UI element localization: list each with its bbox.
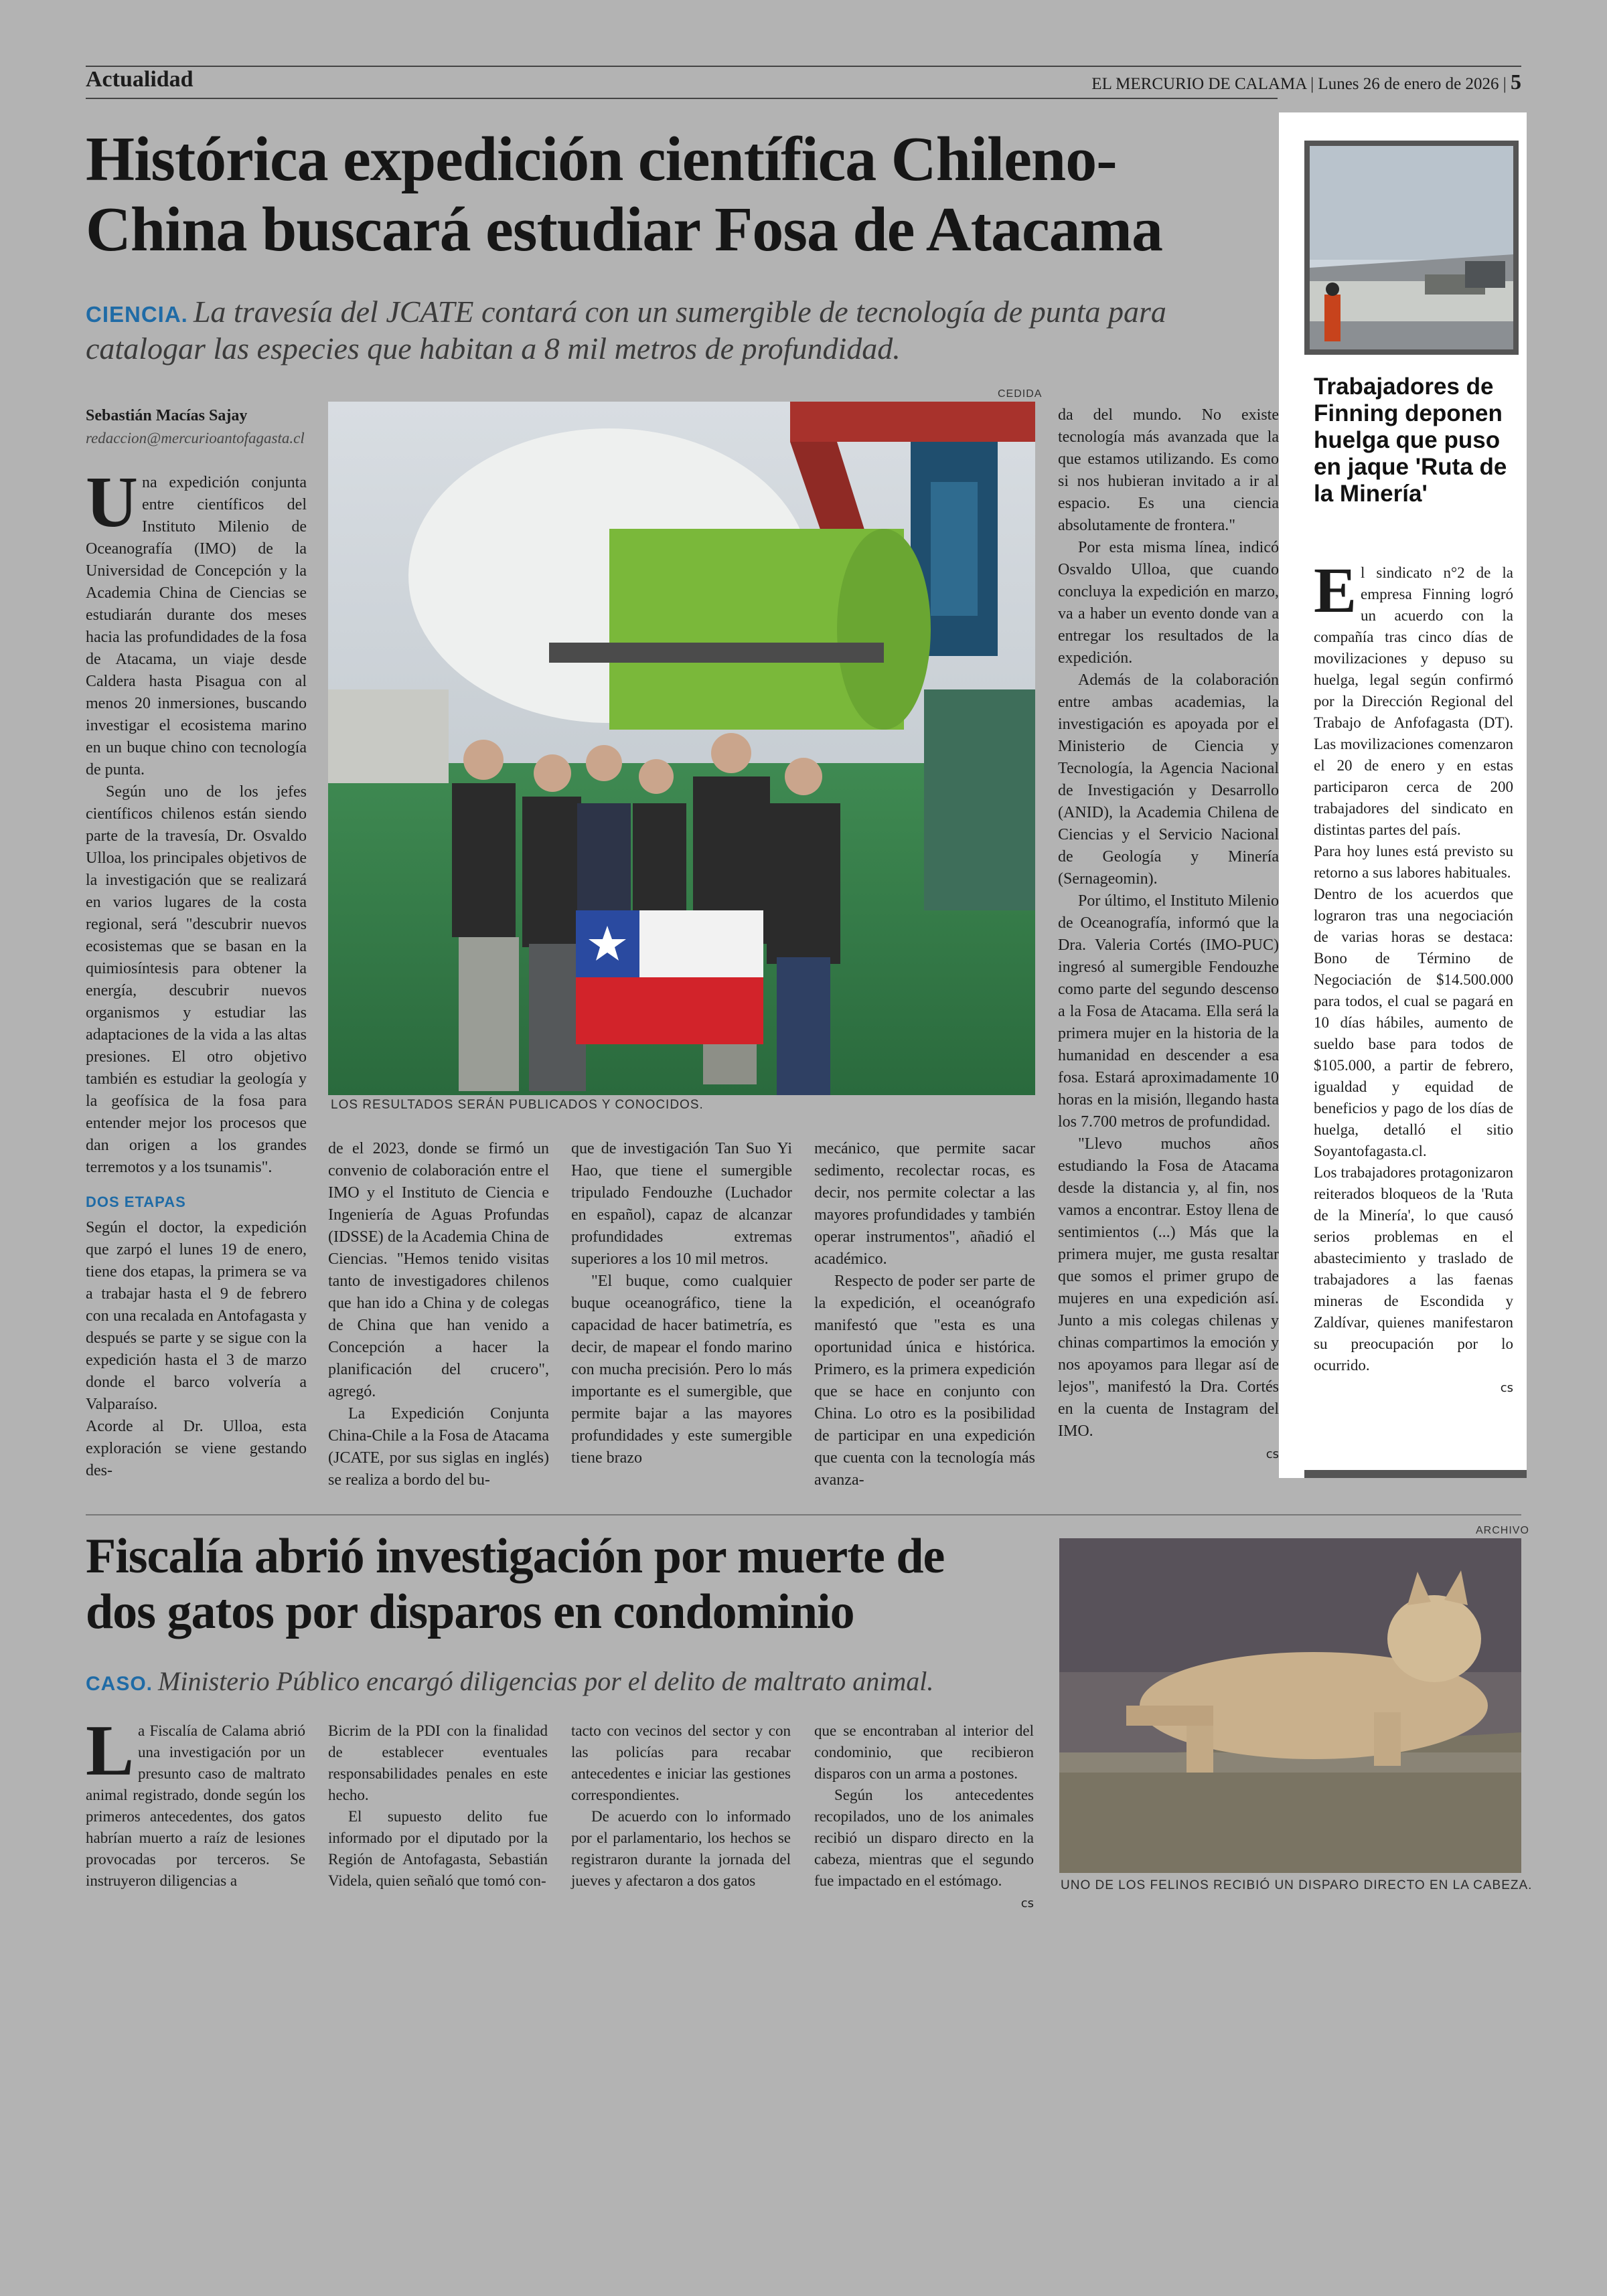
main-paragraph: "El buque, como cualquier buque oceanográfico, tiene la capacidad de hacer batimetría, es decir, de mapear el fondo marino con mucha precisión. Pero lo más importante es el sumergible, que permite bajar a las mayores profundidades y este sumergible tiene brazo	[571, 1273, 792, 1467]
second-paragraph: La Fiscalía de Calama abrió una investigación por un presunto caso de maltrato animal registrado, donde según los primeros antecedentes, dos gatos habrían muerto a raíz de lesiones provocadas por terceros. Se instruyeron diligencias a	[86, 1711, 305, 1889]
main-deck	[86, 293, 1264, 367]
sidebar-bottom-bar	[1304, 1470, 1527, 1478]
cat-photo-caption: UNO DE LOS FELINOS RECIBIÓ UN DISPARO DIRECTO EN LA CABEZA.	[1061, 1878, 1533, 1892]
mining-road-photo	[1304, 141, 1519, 355]
author-email: redaccion@mercurioantofagasta.cl	[86, 430, 305, 446]
header-separator: |	[1310, 75, 1318, 93]
second-paragraph: que se encontraban al interior del condominio, que recibieron disparos con un arma a postones.	[814, 1722, 1034, 1782]
sidebar-paragraph: Para hoy lunes está previsto su retorno a sus labores habituales.	[1314, 843, 1513, 881]
main-column-1	[86, 463, 307, 1482]
sidebar-dropcap: E	[1314, 554, 1357, 626]
second-paragraph: Según los antecedentes recopilados, uno de los animales recibió un disparo directo en la cabeza, mientras que el segundo fue impactado en el estómago.	[814, 1787, 1034, 1889]
second-column-3	[571, 1720, 791, 1892]
second-headline-line-1: Fiscalía abrió investigación por muerte de	[86, 1529, 945, 1584]
end-mark-icon: cs	[1500, 1381, 1513, 1395]
publication-name: EL MERCURIO DE CALAMA	[1091, 75, 1306, 93]
main-column-2	[328, 1138, 549, 1491]
second-kicker: CASO.	[86, 1673, 153, 1695]
second-paragraph: Bicrim de la PDI con la finalidad de establecer eventuales responsabilidades penales en este hecho.	[328, 1722, 548, 1803]
second-headline-line-2: dos gatos por disparos en condominio	[86, 1584, 854, 1639]
author-byline: Sebastián Macías Sajay	[86, 407, 248, 424]
second-column-1	[86, 1711, 305, 1892]
cat-photo-credit: ARCHIVO	[1476, 1525, 1529, 1536]
second-deck-text: Ministerio Público encargó diligencias por el delito de maltrato animal.	[158, 1666, 934, 1696]
main-paragraph: Por último, el Instituto Milenio de Oceanografía, informó que la Dra. Valeria Cortés (IMO-PUC) ingresó al sumergible Fendouzhe como parte del segundo descenso a la Fosa de Atacama. Ella será la primera mujer en la historia de la humanidad en descender a esa fosa. Estará aproximadamente 10 horas en la misión, llegando hasta los 7.700 metros de profundidad.	[1058, 892, 1279, 1131]
cat-photo	[1059, 1538, 1521, 1873]
main-headline	[86, 125, 1264, 266]
sidebar-paragraph: El sindicato n°2 de la empresa Finning logró un acuerdo con la compañía tras cinco días de movilizaciones y depuso su huelga, legal según confirmó por la Dirección Regional del Trabajo de Anfofagasta (DT). Las movilizaciones comenzaron el 20 de enero y en estas participaron cerca de 200 trabajadores del sindicato en distintas partes del país.	[1314, 554, 1513, 838]
expedition-group-photo	[328, 402, 1035, 1095]
main-headline-line-2: China buscará estudiar Fosa de Atacama	[86, 195, 1162, 265]
header-top-rule	[86, 66, 1521, 67]
main-paragraph: Por esta misma línea, indicó Osvaldo Ulloa, que cuando concluya la expedición en marzo, va a haber un evento donde van a entregar los resultados de la expedición.	[1058, 539, 1279, 667]
main-deck-text: La travesía del JCATE contará con un sumergible de tecnología de punta para catalogar las especies que habitan a 8 mil metros de profundidad.	[86, 295, 1166, 366]
sidebar-paragraph: Los trabajadores protagonizaron reiterados bloqueos de la 'Ruta de la Minería', lo que causó serios problemas en el abastecimiento y traslado de trabajadores a las faenas mineras de Escondida y Zaldívar, quienes manifestaron su preocupación por lo ocurrido.	[1314, 1164, 1513, 1374]
end-mark-icon: cs	[1266, 1447, 1279, 1461]
sidebar-box	[1279, 112, 1527, 1478]
sidebar-paragraph: Dentro de los acuerdos que lograron tras una negociación de varias horas se destaca: Bono de Término de Negociación de $14.500.000 para todos, el cual se pagará en 10 días hábiles, aumento de sueldo base para todos de $105.000, a partir de febrero, igualdad y equidad de beneficios y pago de los días de huelga, detalló el sitio Soyantofagasta.cl.	[1314, 886, 1513, 1159]
article-divider	[86, 1514, 1521, 1515]
second-headline	[86, 1529, 1063, 1640]
main-paragraph: Además de la colaboración entre ambas academias, la investigación es apoyada por el Ministerio de Ciencia y Tecnología, la Agencia Nacional de Investigación y Desarrollo (ANID), la Academia Chilena de Ciencias y el Servicio Nacional de Geología y Minería (Sernageomin).	[1058, 671, 1279, 888]
header-bottom-rule	[86, 98, 1278, 99]
second-dropcap: L	[86, 1711, 135, 1791]
main-subhead: DOS ETAPAS	[86, 1194, 186, 1210]
main-dropcap: U	[86, 463, 138, 542]
main-headline-line-1: Histórica expedición científica Chileno-	[86, 125, 1117, 194]
main-paragraph: da del mundo. No existe tecnología más avanzada que la que estamos utilizando. Es como si nos hubieran invitado a ir al espacio. Es una ciencia absolutamente de frontera."	[1058, 406, 1279, 534]
chilean-flag	[576, 910, 763, 1044]
end-mark-icon: cs	[1020, 1896, 1034, 1910]
second-column-2	[328, 1720, 548, 1892]
main-photo-credit: CEDIDA	[998, 388, 1043, 400]
main-paragraph: La Expedición Conjunta China-Chile a la Fosa de Atacama (JCATE, por sus siglas en inglés) se realiza a bordo del bu-	[328, 1405, 549, 1489]
main-column-3	[571, 1138, 792, 1469]
cat-on-wall-photo	[1059, 1538, 1521, 1873]
main-paragraph: Respecto de poder ser parte de la expedición, el oceanógrafo manifestó que "esta es una oportunidad única e histórica. Primero, es la primera expedición que se hace en conjunto con China. Lo otro es la posibilidad de participar en una expedición que cuenta con la tecnología más avanza-	[814, 1273, 1035, 1489]
publication-date: Lunes 26 de enero de 2026	[1318, 75, 1499, 93]
second-deck	[86, 1665, 1063, 1698]
main-paragraph: Acorde al Dr. Ulloa, esta exploración se viene gestando des-	[86, 1418, 307, 1479]
main-paragraph: Según uno de los jefes científicos chilenos están siendo parte de la travesía, Dr. Osvaldo Ulloa, los principales objetivos de la investigación que se realizará en varios lugares de la costa regional, será "descubrir nuevos ecosistemas que se basan en la quimiosíntesis para obtener la energía, descubrir nuevos organismos y estudiar las adaptaciones de la vida a las altas presiones. El otro objetivo también es estudiar la geología y la geofísica de la fosa para entender mejor los procesos que dan origen a los grandes terremotos y a los tsunamis".	[86, 783, 307, 1176]
main-photo-caption: LOS RESULTADOS SERÁN PUBLICADOS Y CONOCIDOS.	[331, 1098, 704, 1112]
main-paragraph: que de investigación Tan Suo Yi Hao, que tiene el sumergible tripulado Fendouzhe (Luchador en español), capaz de alcanzar profundidades extremas superiores a los 10 mil metros.	[571, 1140, 792, 1268]
sidebar-body	[1314, 554, 1513, 1399]
second-column-4	[814, 1720, 1034, 1914]
main-column-4	[814, 1138, 1035, 1491]
main-kicker: CIENCIA.	[86, 302, 188, 327]
main-paragraph: Una expedición conjunta entre científicos del Instituto Milenio de Oceanografía (IMO) de la Universidad de Concepción y la Academia China de Ciencias se estudiarán durante dos meses hacia las profundidades de la fosa de Atacama, un viaje desde Caldera hasta Pisagua con al menos 20 inmersiones, buscando investigar el ecosistema marino en un buque chino con tecnología de punta.	[86, 463, 307, 778]
main-column-5	[1058, 404, 1279, 1465]
header-separator: |	[1503, 75, 1511, 93]
page-header	[1091, 70, 1521, 94]
main-paragraph: Según el doctor, la expedición que zarpó el lunes 19 de enero, tiene dos etapas, la primera se va a trabajar hasta el 9 de febrero con una recalada en Antofagasta y después se parte y se sigue con la expedición hasta el 3 de marzo donde el barco volvería a Valparaíso.	[86, 1219, 307, 1413]
second-paragraph: tacto con vecinos del sector y con las policías para recabar antecedentes e iniciar las gestiones correspondientes.	[571, 1722, 791, 1803]
main-photo	[328, 402, 1035, 1095]
page-number: 5	[1511, 70, 1521, 94]
sidebar-title: Trabajadores de Finning deponen huelga que puso en jaque 'Ruta de la Minería'	[1314, 374, 1507, 507]
sidebar-photo	[1304, 141, 1519, 355]
main-paragraph: mecánico, que permite sacar sedimento, recolectar rocas, es decir, nos permite colectar a las mayores profundidades y también operar instrumentos", añadió el académico.	[814, 1140, 1035, 1268]
main-paragraph: "Llevo muchos años estudiando la Fosa de Atacama desde la distancia y, al fin, nos vamos a encontrar. Estoy llena de sentimientos (...) Más que la primera mujer, me gusta resaltar que somos el primer grupo de mujeres en una expedición así. Junto a mis colegas chilenas y chinas compartimos la emoción y nos apoyamos para llegar así de lejos", manifestó la Dra. Cortés en la cuenta de Instagram del IMO.	[1058, 1135, 1279, 1440]
main-paragraph: de el 2023, donde se firmó un convenio de colaboración entre el IMO y el Instituto de Ciencia e Ingeniería de Aguas Profundas (IDSSE) de la Academia China de Ciencias. "Hemos tenido visitas tanto de investigadores chilenos que han ido a China y de colegas de China que han venido a Concepción a hacer la planificación del crucero", agregó.	[328, 1140, 549, 1400]
second-paragraph: De acuerdo con lo informado por el parlamentario, los hechos se registraron durante la jornada del jueves y afectaron a dos gatos	[571, 1808, 791, 1889]
section-label: Actualidad	[86, 67, 194, 92]
second-paragraph: El supuesto delito fue informado por el diputado por la Región de Antofagasta, Sebastián Videla, quien señaló que tomó con-	[328, 1808, 548, 1889]
